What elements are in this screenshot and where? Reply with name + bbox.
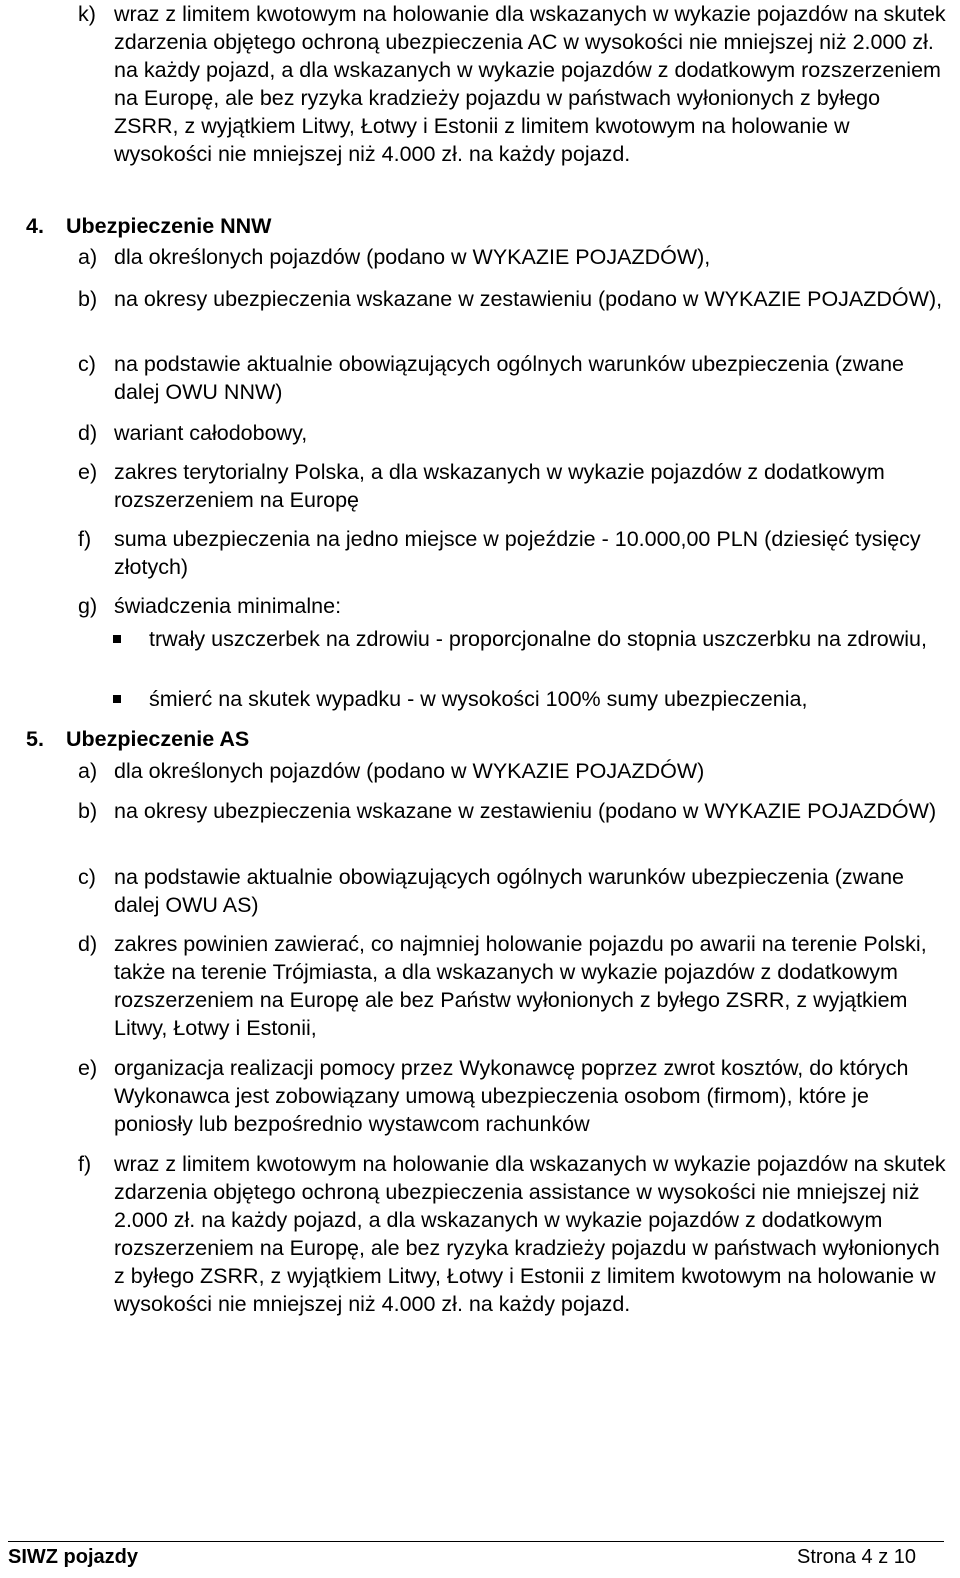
list-item-5f [78, 1150, 948, 1318]
list-item-4c [78, 350, 948, 406]
bullet-text: trwały uszczerbek na zdrowiu - proporcjonalne do stopnia uszczerbku na zdrowiu, [149, 627, 927, 651]
list-marker: d) [78, 421, 98, 445]
square-bullet-icon [113, 635, 121, 643]
list-marker: e) [78, 460, 98, 484]
list-item-4g [78, 592, 948, 620]
list-marker: a) [78, 759, 98, 783]
section-heading-as [26, 725, 249, 753]
bullet-item [113, 625, 948, 653]
list-item-5d [78, 930, 948, 1042]
list-item-k [78, 0, 948, 168]
footer-divider [8, 1541, 944, 1542]
list-marker: k) [78, 2, 96, 26]
list-marker: g) [78, 594, 98, 618]
list-item-4f [78, 525, 948, 581]
list-item-text: zakres powinien zawierać, co najmniej holowanie pojazdu po awarii na terenie Polski, także na terenie Trójmiasta, a dla wskazanych w wykazie pojazdów z dodatkowym rozszerzeniem na Europę ale bez Państw wyłonionych z byłego ZSRR, z wyjątkiem Litwy, Łotwy i Estonii, [114, 932, 927, 1040]
list-item-text: na okresy ubezpieczenia wskazane w zestawieniu (podano w WYKAZIE POJAZDÓW) [114, 799, 937, 823]
list-item-text: wariant całodobowy, [114, 421, 308, 445]
list-marker: d) [78, 932, 98, 956]
list-item-text: wraz z limitem kwotowym na holowanie dla wskazanych w wykazie pojazdów na skutek zdarzenia objętego ochroną ubezpieczenia assistance w wysokości nie mniejszej niż 2.000 zł. na każdy pojazd, a dla wskazanych w wykazie pojazdów z dodatkowym rozszerzeniem na Europę, ale bez ryzyka kradzieży pojazdu w państwach wyłonionych z byłego ZSRR, z wyjątkiem Litwy, Łotwy i Estonii z limitem kwotowym na holowanie w wysokości nie mniejszej niż 4.000 zł. na każdy pojazd. [114, 1152, 946, 1316]
list-item-text: na okresy ubezpieczenia wskazane w zestawieniu (podano w WYKAZIE POJAZDÓW), [114, 287, 943, 311]
footer-page-number: Strona 4 z 10 [797, 1546, 916, 1568]
list-item-text: dla określonych pojazdów (podano w WYKAZIE POJAZDÓW), [114, 245, 711, 269]
list-item-text: wraz z limitem kwotowym na holowanie dla wskazanych w wykazie pojazdów na skutek zdarzenia objętego ochroną ubezpieczenia AC w wysokości nie mniejszej niż 2.000 zł. na każdy pojazd, a dla wskazanych w wykazie pojazdów z dodatkowym rozszerzeniem na Europę, ale bez ryzyka kradzieży pojazdu w państwach wyłonionych z byłego ZSRR, z wyjątkiem Litwy, Łotwy i Estonii z limitem kwotowym na holowanie w wysokości nie mniejszej niż 4.000 zł. na każdy pojazd. [114, 2, 946, 166]
list-item-5e [78, 1054, 948, 1138]
list-item-5c [78, 863, 948, 919]
list-item-text: organizacja realizacji pomocy przez Wykonawcę poprzez zwrot kosztów, do których Wykonawca jest zobowiązany umową ubezpieczenia osobom (firmom), które je poniosły lub bezpośrednio wystawcom rachunków [114, 1056, 909, 1136]
list-item-4e [78, 458, 948, 514]
section-number: 4. [26, 214, 44, 238]
list-marker: f) [78, 1152, 92, 1176]
list-item-4d [78, 419, 948, 447]
list-item-text: na podstawie aktualnie obowiązujących ogólnych warunków ubezpieczenia (zwane dalej OWU AS) [114, 865, 905, 917]
section-heading-nnw [26, 212, 271, 240]
list-marker: c) [78, 865, 96, 889]
list-marker: e) [78, 1056, 98, 1080]
list-marker: c) [78, 352, 96, 376]
list-marker: b) [78, 799, 98, 823]
bullet-text: śmierć na skutek wypadku - w wysokości 100% sumy ubezpieczenia, [149, 687, 808, 711]
list-item-text: dla określonych pojazdów (podano w WYKAZIE POJAZDÓW) [114, 759, 705, 783]
list-item-5a [78, 757, 948, 785]
list-marker: f) [78, 527, 92, 551]
list-item-text: zakres terytorialny Polska, a dla wskazanych w wykazie pojazdów z dodatkowym rozszerzeniem na Europę [114, 460, 885, 512]
list-item-text: świadczenia minimalne: [114, 594, 342, 618]
list-item-text: suma ubezpieczenia na jedno miejsce w pojeździe - 10.000,00 PLN (dziesięć tysięcy złotych) [114, 527, 921, 579]
section-title: Ubezpieczenie NNW [66, 214, 272, 238]
bullet-item [113, 685, 948, 713]
section-number: 5. [26, 727, 44, 751]
footer-document-title: SIWZ pojazdy [8, 1546, 138, 1568]
square-bullet-icon [113, 695, 121, 703]
list-item-4a [78, 243, 948, 271]
section-title: Ubezpieczenie AS [66, 727, 250, 751]
list-marker: b) [78, 287, 98, 311]
list-marker: a) [78, 245, 98, 269]
list-item-text: na podstawie aktualnie obowiązujących ogólnych warunków ubezpieczenia (zwane dalej OWU NNW) [114, 352, 905, 404]
list-item-5b [78, 797, 948, 825]
list-item-4b [78, 285, 948, 313]
